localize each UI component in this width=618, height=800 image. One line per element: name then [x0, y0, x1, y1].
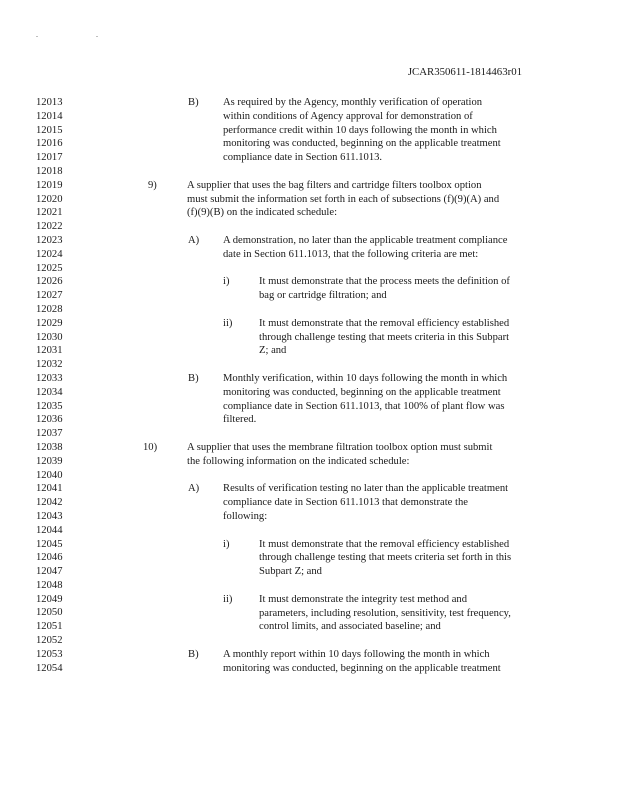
text-line: through challenge testing that meets criteria set forth in this	[259, 552, 512, 564]
line-number: 12029	[36, 317, 63, 329]
text-line: A supplier that uses the bag filters and cartridge filters toolbox option	[187, 179, 482, 191]
paragraph-text	[259, 593, 511, 634]
paragraph-label: 9)	[148, 179, 157, 191]
line-number: 12015	[36, 124, 63, 136]
line-number: 12038	[36, 441, 63, 453]
line-number: 12040	[36, 469, 63, 481]
paragraph-text	[223, 234, 507, 262]
text-line: Z; and	[259, 345, 287, 357]
text-line: It must demonstrate that the removal efficiency established	[259, 538, 510, 550]
line-number: 12016	[36, 138, 63, 150]
text-line: parameters, including resolution, sensitivity, test frequency,	[259, 607, 511, 619]
paragraph-text	[187, 441, 492, 469]
text-line: filtered.	[223, 414, 257, 426]
paragraph-label: i)	[223, 276, 230, 288]
line-number: 12043	[36, 510, 63, 522]
text-line: Results of verification testing no later than the applicable treatment	[223, 483, 509, 495]
text-line: compliance date in Section 611.1013 that demonstrate the	[223, 497, 468, 509]
line-number: 12045	[36, 538, 63, 550]
paragraph-label: B)	[188, 97, 199, 108]
text-line: It must demonstrate that the removal efficiency established	[259, 317, 510, 329]
line-number: 12024	[36, 248, 63, 260]
line-number: 12031	[36, 345, 63, 357]
paragraph-text	[223, 96, 501, 165]
line-number: 12017	[36, 152, 63, 164]
line-number: 12050	[36, 607, 63, 619]
line-number: 12021	[36, 207, 63, 219]
line-number: 12053	[36, 648, 63, 660]
text-line: the following information on the indicated schedule:	[187, 455, 410, 467]
paragraph-label: ii)	[223, 593, 233, 605]
text-line: A demonstration, no later than the applicable treatment compliance	[223, 235, 508, 246]
line-number: 12013	[36, 97, 63, 108]
text-line: (f)(9)(B) on the indicated schedule:	[187, 207, 338, 219]
line-number: 12019	[36, 179, 63, 191]
line-number: 12046	[36, 552, 63, 564]
text-line: It must demonstrate that the process meets the definition of	[259, 276, 510, 288]
text-line: compliance date in Section 611.1013.	[223, 152, 383, 164]
paragraph-text	[259, 538, 511, 579]
line-number: 12047	[36, 566, 63, 578]
line-number: 12026	[36, 276, 63, 288]
paragraph-text	[259, 275, 510, 303]
text-line: performance credit within 10 days following the month in which	[223, 124, 497, 136]
document-id: JCAR350611-1814463r01	[407, 66, 522, 78]
text-line: monitoring was conducted, beginning on the applicable treatment	[223, 662, 501, 674]
paragraph-label: A)	[188, 483, 200, 495]
paragraph-label: B)	[188, 373, 199, 384]
text-line: following:	[223, 510, 268, 522]
text-line: Monthly verification, within 10 days following the month in which	[223, 373, 508, 384]
paragraph-text	[187, 179, 499, 220]
line-number: 12051	[36, 621, 63, 633]
line-number: 12023	[36, 234, 63, 246]
line-number: 12049	[36, 593, 63, 605]
text-line: bag or cartridge filtration; and	[259, 290, 387, 302]
text-line: A monthly report within 10 days following the month in which	[223, 649, 490, 660]
line-number: 12018	[36, 165, 63, 177]
line-number: 12037	[36, 428, 63, 440]
line-number: 12030	[36, 331, 63, 343]
line-number: 12028	[36, 303, 63, 315]
line-number: 12022	[36, 221, 63, 233]
paragraph-text	[259, 317, 509, 358]
text-line: date in Section 611.1013, that the following criteria are met:	[223, 248, 479, 260]
text-line: As required by the Agency, monthly verification of operation	[223, 97, 483, 108]
line-number: 12036	[36, 414, 63, 426]
text-line: control limits, and associated baseline; and	[259, 621, 441, 633]
text-line: monitoring was conducted, beginning on the applicable treatment	[223, 386, 501, 398]
line-number: 12052	[36, 635, 63, 647]
line-number: 12020	[36, 193, 63, 205]
text-line: Subpart Z; and	[259, 566, 322, 578]
line-number: 12042	[36, 497, 63, 509]
line-number: 12035	[36, 400, 63, 412]
paragraph-label: A)	[188, 235, 200, 246]
paragraph-label: B)	[188, 649, 199, 660]
line-number: 12054	[36, 662, 63, 674]
paragraph-label: 10)	[143, 442, 158, 453]
line-number: 12034	[36, 386, 63, 398]
line-number-column	[36, 96, 62, 675]
line-number: 12032	[36, 359, 63, 371]
corner-marks: . .	[36, 30, 126, 39]
text-line: compliance date in Section 611.1013, that 100% of plant flow was	[223, 400, 505, 412]
paragraph-text	[223, 372, 507, 427]
paragraph-text	[223, 648, 501, 676]
line-number: 12041	[36, 483, 63, 495]
line-number: 12033	[36, 372, 63, 384]
paragraph-label: i)	[223, 538, 230, 550]
text-line: through challenge testing that meets criteria in this Subpart	[259, 331, 510, 343]
line-number: 12014	[36, 110, 63, 122]
text-line: A supplier that uses the membrane filtration toolbox option must submit	[187, 442, 493, 453]
line-number: 12039	[36, 455, 63, 467]
line-number: 12044	[36, 524, 63, 536]
text-line: It must demonstrate the integrity test method and	[259, 593, 468, 605]
paragraph-text	[223, 482, 508, 523]
line-number: 12048	[36, 579, 63, 591]
line-number: 12027	[36, 290, 63, 302]
text-line: must submit the information set forth in each of subsections (f)(9)(A) and	[187, 193, 500, 205]
paragraph-label: ii)	[223, 317, 233, 329]
text-line: within conditions of Agency approval for demonstration of	[223, 110, 473, 122]
text-line: monitoring was conducted, beginning on the applicable treatment	[223, 138, 501, 150]
line-number: 12025	[36, 262, 63, 274]
